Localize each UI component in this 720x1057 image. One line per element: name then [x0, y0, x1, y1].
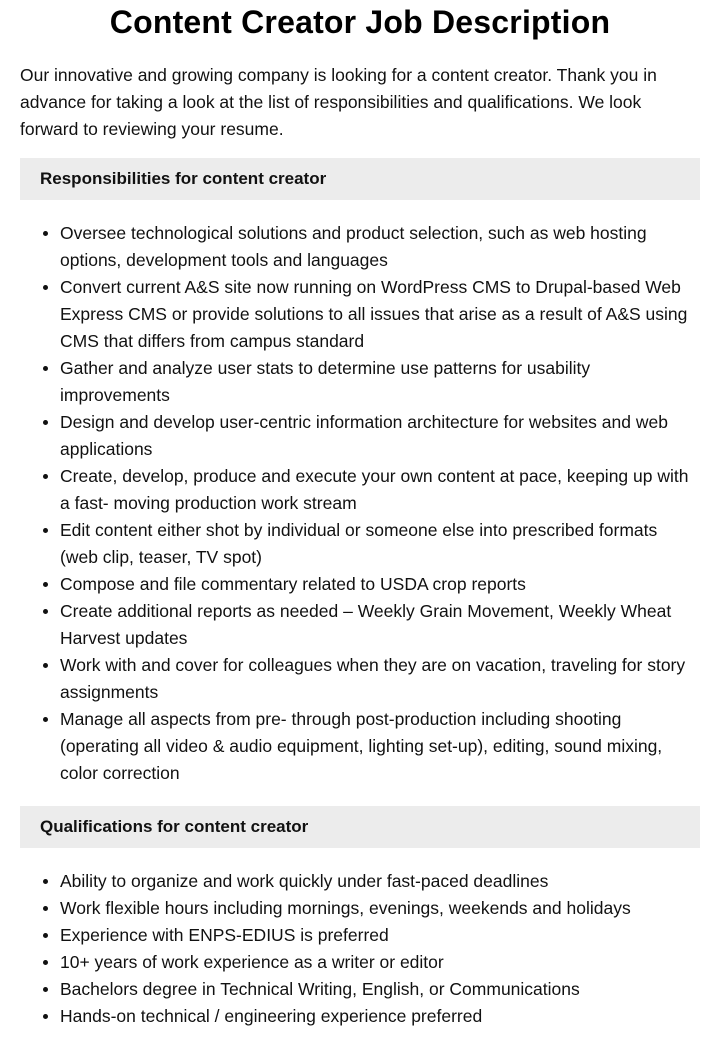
qualification-item: Bachelors degree in Technical Writing, English, or Communications: [60, 976, 700, 1003]
responsibility-item: Edit content either shot by individual or someone else into prescribed formats (web clip, teaser, TV spot): [60, 517, 700, 571]
qualification-item: Work flexible hours including mornings, evenings, weekends and holidays: [60, 895, 700, 922]
qualification-item: Ability to organize and work quickly under fast-paced deadlines: [60, 868, 700, 895]
qualifications-heading: Qualifications for content creator: [20, 806, 700, 848]
responsibilities-heading: Responsibilities for content creator: [20, 158, 700, 200]
responsibilities-list: [20, 220, 700, 787]
responsibility-item: Create, develop, produce and execute your own content at pace, keeping up with a fast- moving production work stream: [60, 463, 700, 517]
qualification-item: Experience with ENPS-EDIUS is preferred: [60, 922, 700, 949]
responsibility-item: Gather and analyze user stats to determine use patterns for usability improvements: [60, 355, 700, 409]
qualifications-list: [20, 868, 700, 1030]
responsibility-item: Convert current A&S site now running on WordPress CMS to Drupal-based Web Express CMS or provide solutions to all issues that arise as a result of A&S using CMS that differs from campus standard: [60, 274, 700, 355]
responsibility-item: Design and develop user-centric information architecture for websites and web applications: [60, 409, 700, 463]
page-title: Content Creator Job Description: [109, 4, 611, 40]
responsibility-item: Work with and cover for colleagues when they are on vacation, traveling for story assignments: [60, 652, 700, 706]
responsibility-item: Create additional reports as needed – Weekly Grain Movement, Weekly Wheat Harvest updates: [60, 598, 700, 652]
qualification-item: Hands-on technical / engineering experience preferred: [60, 1003, 700, 1030]
responsibility-item: Compose and file commentary related to USDA crop reports: [60, 571, 700, 598]
responsibility-item: Manage all aspects from pre- through post-production including shooting (operating all video & audio equipment, lighting set-up), editing, sound mixing, color correction: [60, 706, 700, 787]
intro-paragraph: Our innovative and growing company is looking for a content creator. Thank you in advance for taking a look at the list of responsibilities and qualifications. We look forward to reviewing your resume.: [20, 65, 657, 139]
qualification-item: 10+ years of work experience as a writer or editor: [60, 949, 700, 976]
responsibility-item: Oversee technological solutions and product selection, such as web hosting options, development tools and languages: [60, 220, 700, 274]
